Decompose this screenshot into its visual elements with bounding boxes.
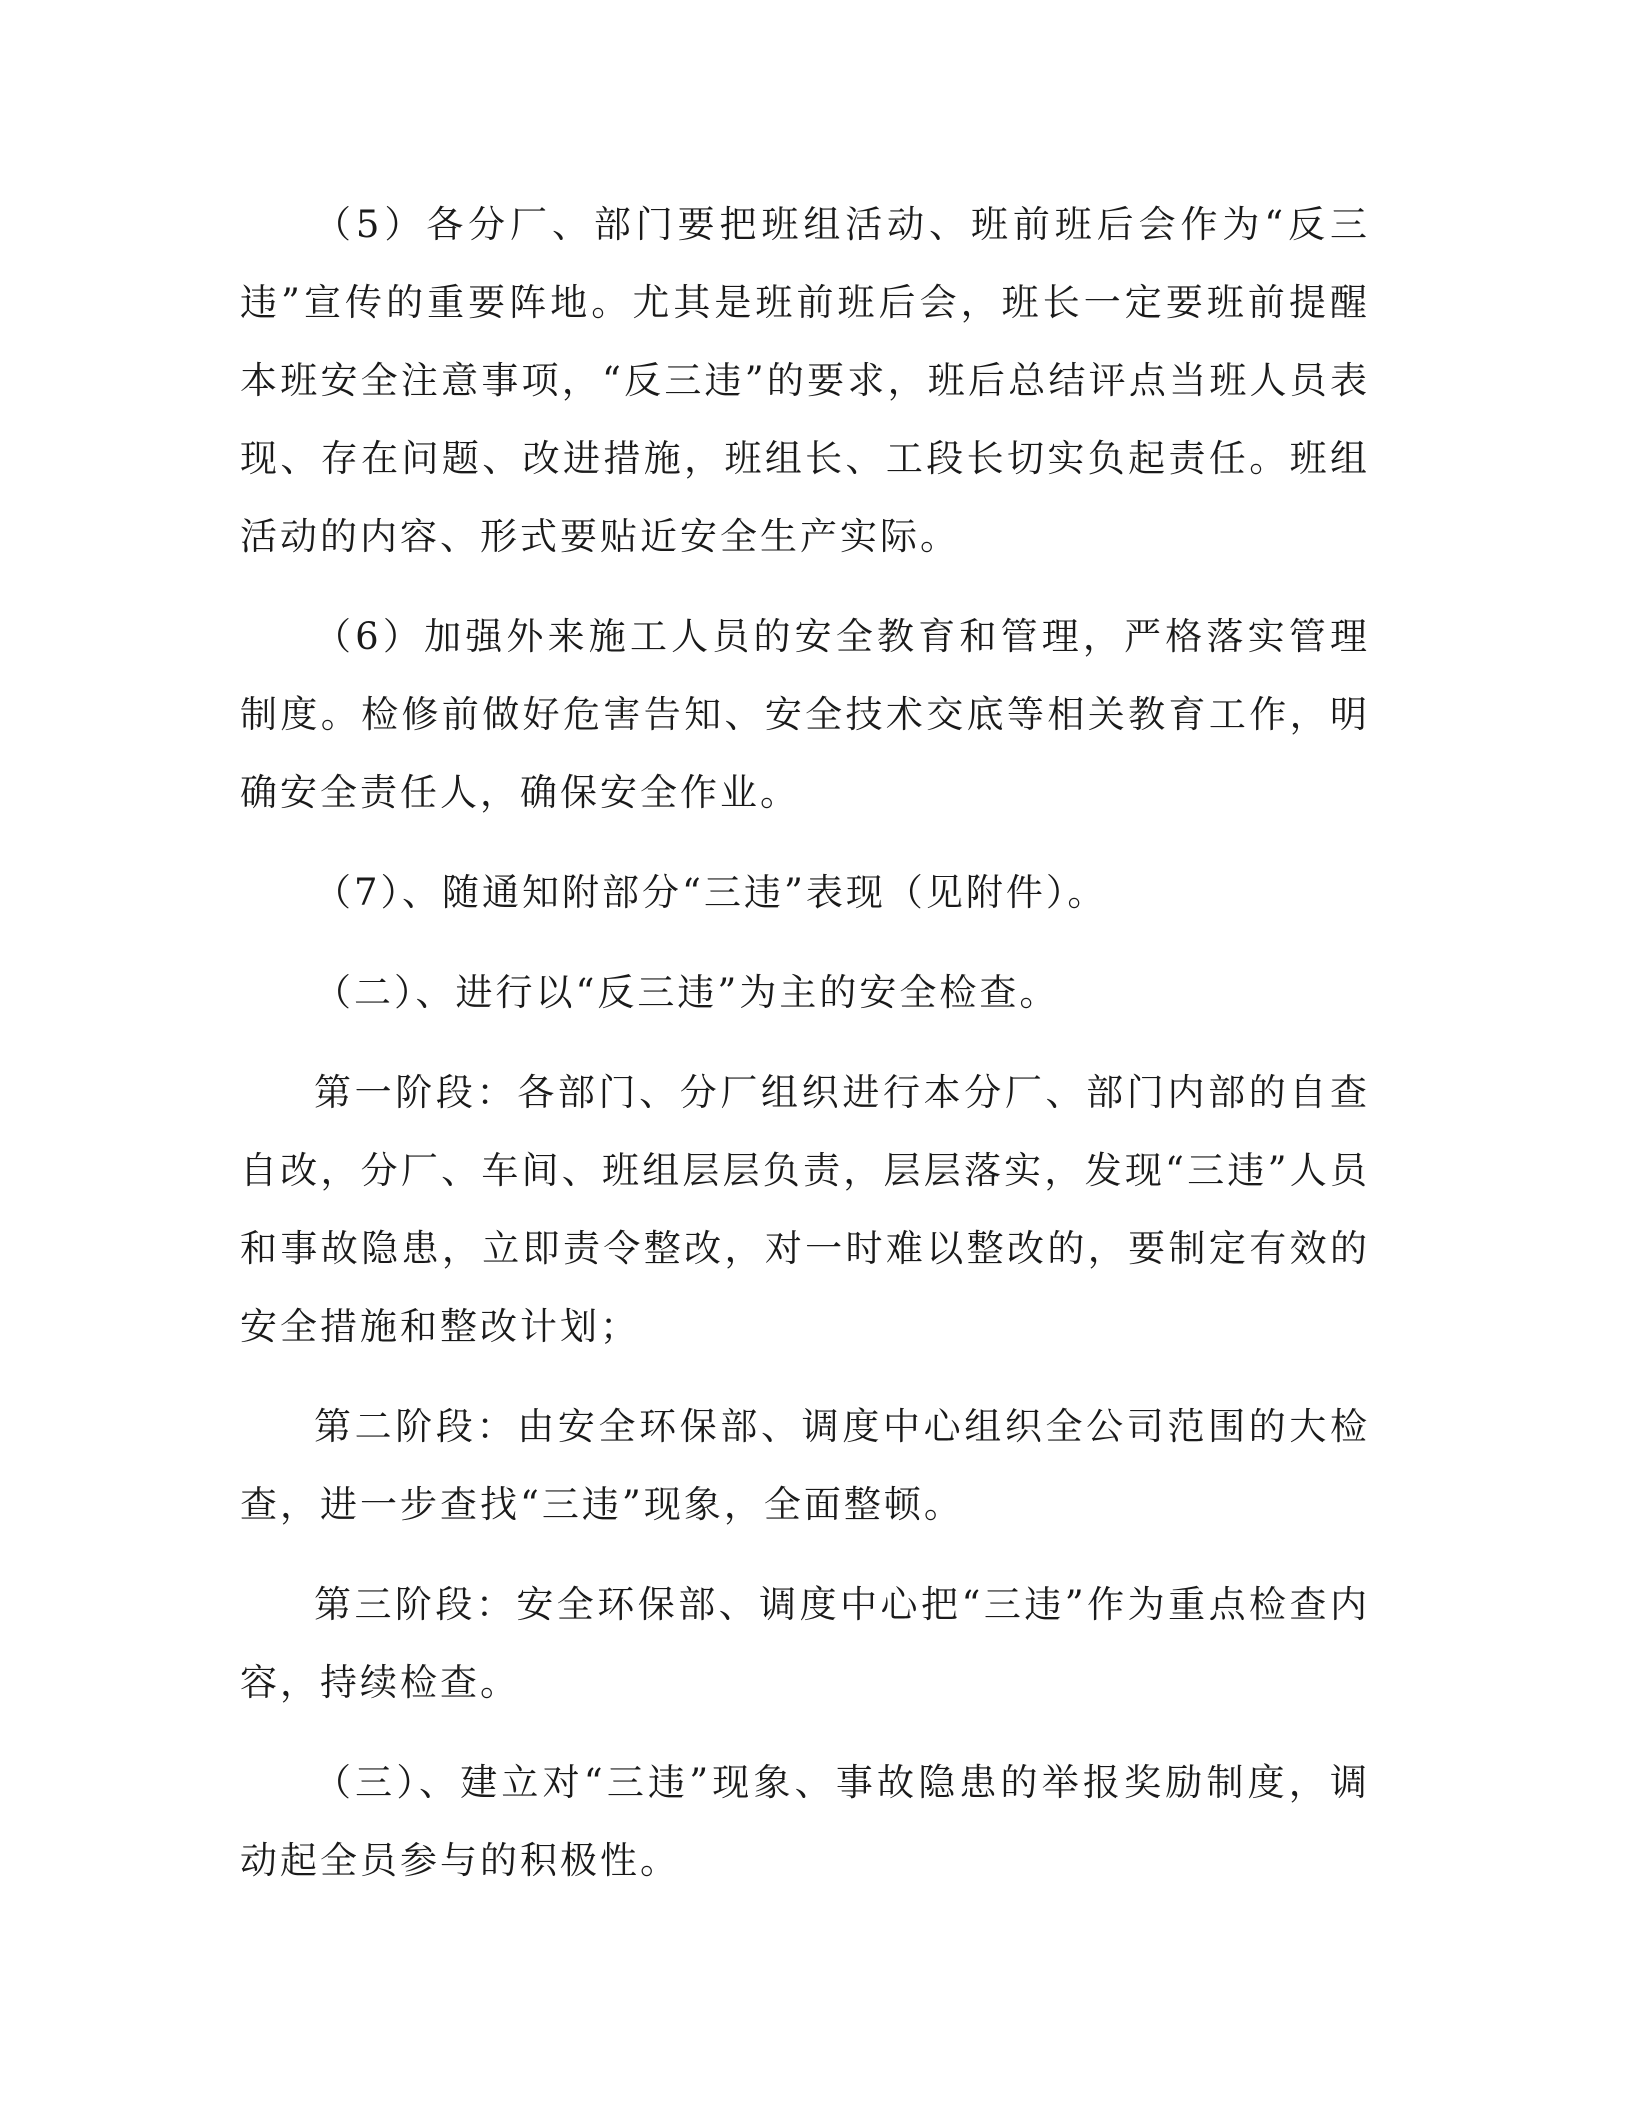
paragraph-7-attachment-note: （7）、随通知附部分“三违”表现（见附件）。 xyxy=(314,871,1108,914)
paragraph-5-team-activities: （5）各分厂、部门要把班组活动、班前班后会作为“反三违”宣传的重要阵地。尤其是班前班后会，班长一定要班前提醒本班安全注意事项，“反三违”的要求，班后总结评点当班人员表现、存在问题、改进措施，班组长、工段长切实负起责任。班组活动的内容、形式要贴近安全生产实际。 xyxy=(240,203,1370,558)
stage-1-paragraph: 第一阶段：各部门、分厂组织进行本分厂、部门内部的自查自改，分厂、车间、班组层层负责，层层落实，发现“三违”人员和事故隐患，立即责令整改，对一时难以整改的，要制定有效的安全措施和整改计划； xyxy=(240,1071,1370,1348)
document-body xyxy=(240,186,1370,1922)
stage-2-paragraph: 第二阶段：由安全环保部、调度中心组织全公司范围的大检查，进一步查找“三违”现象，全面整顿。 xyxy=(240,1405,1370,1526)
section-2-heading: （二）、进行以“反三违”为主的安全检查。 xyxy=(314,971,1060,1014)
stage-3-paragraph: 第三阶段：安全环保部、调度中心把“三违”作为重点检查内容，持续检查。 xyxy=(240,1583,1370,1704)
paragraph-6-external-workers: （6）加强外来施工人员的安全教育和管理，严格落实管理制度。检修前做好危害告知、安全技术交底等相关教育工作，明确安全责任人，确保安全作业。 xyxy=(240,615,1370,814)
section-3-paragraph: （三）、建立对“三违”现象、事故隐患的举报奖励制度，调动起全员参与的积极性。 xyxy=(240,1761,1370,1882)
